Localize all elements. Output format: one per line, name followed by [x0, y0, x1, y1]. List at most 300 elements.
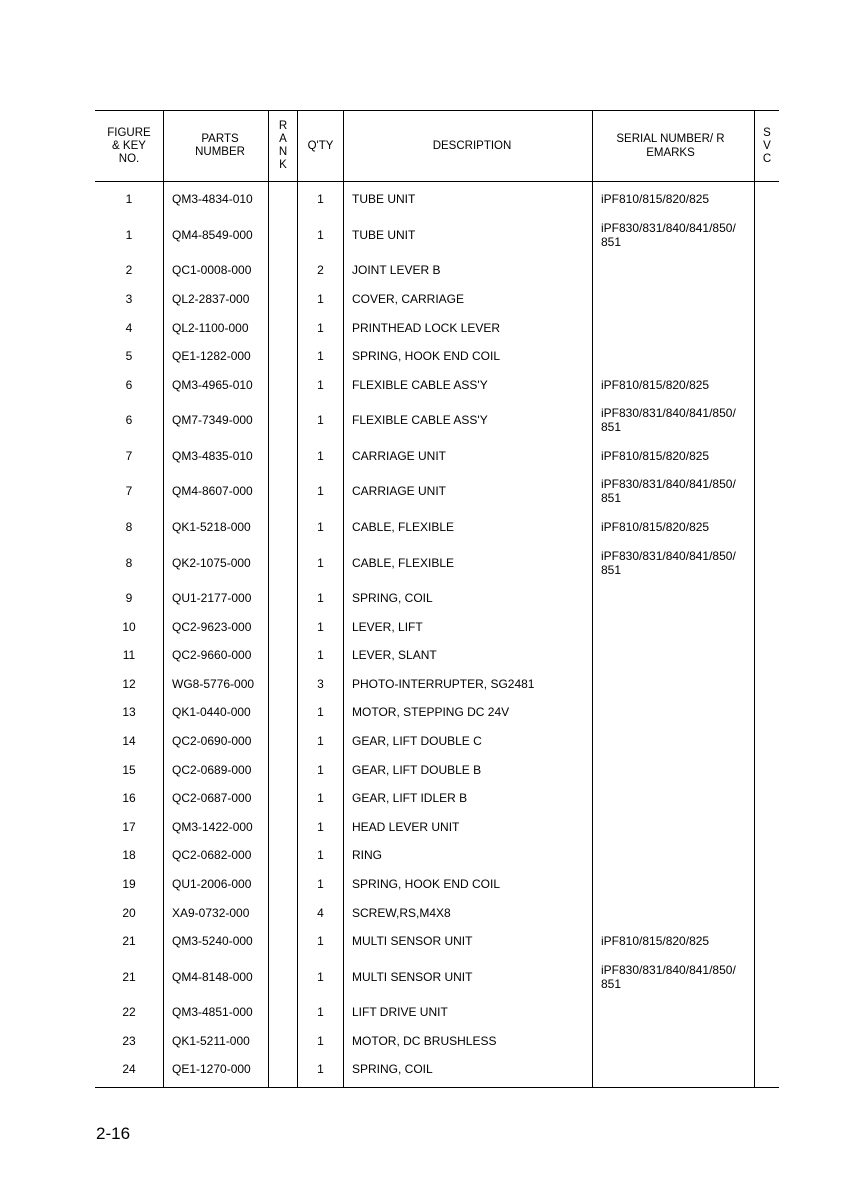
serial-remarks-cell-text: iPF810/815/820/825	[601, 448, 710, 463]
figure-key-cell	[95, 1055, 164, 1087]
serial-remarks-cell	[593, 470, 755, 513]
table-row	[95, 698, 779, 727]
qty-cell	[298, 182, 344, 214]
header-parts-number-label: PARTS NUMBER	[195, 133, 245, 158]
figure-key-cell-text: 16	[122, 791, 136, 806]
qty-cell-text: 1	[317, 413, 324, 428]
table-row	[95, 641, 779, 670]
rank-cell	[269, 927, 298, 956]
serial-remarks-cell	[593, 313, 755, 342]
svc-cell	[755, 955, 780, 998]
rank-cell	[269, 470, 298, 513]
description-cell-text: SPRING, HOOK END COIL	[352, 349, 501, 364]
qty-cell	[298, 755, 344, 784]
qty-cell	[298, 541, 344, 584]
serial-remarks-cell	[593, 342, 755, 371]
parts-number-cell-text: QM4-8607-000	[172, 484, 253, 499]
table-row	[95, 399, 779, 442]
serial-remarks-cell	[593, 898, 755, 927]
svc-cell	[755, 641, 780, 670]
svc-cell	[755, 670, 780, 699]
svc-cell	[755, 898, 780, 927]
header-svc-label: S V C	[762, 126, 772, 165]
description-cell-text: CARRIAGE UNIT	[352, 484, 447, 499]
figure-key-cell-text: 9	[125, 591, 133, 606]
description-cell-text: RING	[352, 848, 382, 863]
description-cell	[344, 698, 593, 727]
qty-cell	[298, 998, 344, 1027]
rank-cell	[269, 285, 298, 314]
table-row	[95, 898, 779, 927]
parts-number-cell-text: WG8-5776-000	[172, 676, 255, 691]
rank-cell	[269, 813, 298, 842]
description-cell-text: COVER, CARRIAGE	[352, 291, 465, 306]
figure-key-cell	[95, 513, 164, 542]
description-cell	[344, 727, 593, 756]
qty-cell	[298, 670, 344, 699]
description-cell	[344, 313, 593, 342]
figure-key-cell-text: 8	[125, 555, 133, 570]
parts-number-cell-text: QC2-9623-000	[172, 619, 252, 634]
figure-key-cell-text: 17	[122, 819, 136, 834]
qty-cell	[298, 370, 344, 399]
svc-cell	[755, 342, 780, 371]
serial-remarks-cell	[593, 442, 755, 471]
qty-cell	[298, 399, 344, 442]
table-row	[95, 214, 779, 257]
description-cell	[344, 182, 593, 214]
rank-cell	[269, 541, 298, 584]
figure-key-cell	[95, 399, 164, 442]
parts-number-cell	[164, 641, 269, 670]
qty-cell	[298, 442, 344, 471]
table-row	[95, 285, 779, 314]
table-row	[95, 1055, 779, 1087]
parts-number-cell-text: QU1-2177-000	[172, 591, 252, 606]
svc-cell	[755, 998, 780, 1027]
description-cell-text: CARRIAGE UNIT	[352, 448, 447, 463]
parts-number-cell	[164, 399, 269, 442]
svc-cell	[755, 399, 780, 442]
qty-cell-text: 1	[317, 705, 324, 720]
qty-cell-text: 2	[317, 263, 324, 278]
figure-key-cell	[95, 342, 164, 371]
qty-cell-text: 1	[317, 969, 324, 984]
table-header	[95, 111, 779, 182]
description-cell-text: GEAR, LIFT DOUBLE B	[352, 762, 482, 777]
description-cell	[344, 442, 593, 471]
table-row	[95, 541, 779, 584]
parts-number-cell-text: QM3-1422-000	[172, 819, 253, 834]
parts-number-cell	[164, 1027, 269, 1056]
rank-cell	[269, 1055, 298, 1087]
description-cell-text: SPRING, COIL	[352, 591, 433, 606]
qty-cell-text: 1	[317, 734, 324, 749]
figure-key-cell-text: 8	[125, 519, 133, 534]
rank-cell	[269, 313, 298, 342]
rank-cell	[269, 784, 298, 813]
qty-cell-text: 1	[317, 791, 324, 806]
qty-cell-text: 1	[317, 876, 324, 891]
rank-cell	[269, 442, 298, 471]
figure-key-cell	[95, 813, 164, 842]
table-row	[95, 584, 779, 613]
table-row	[95, 841, 779, 870]
rank-cell	[269, 670, 298, 699]
description-cell	[344, 755, 593, 784]
figure-key-cell	[95, 612, 164, 641]
description-cell	[344, 342, 593, 371]
parts-number-cell-text: QM3-4834-010	[172, 192, 253, 207]
description-cell	[344, 584, 593, 613]
svc-cell	[755, 182, 780, 214]
description-cell-text: LIFT DRIVE UNIT	[352, 1005, 448, 1020]
qty-cell	[298, 612, 344, 641]
description-cell	[344, 513, 593, 542]
qty-cell-text: 1	[317, 519, 324, 534]
table-row	[95, 313, 779, 342]
qty-cell-text: 1	[317, 349, 324, 364]
qty-cell	[298, 813, 344, 842]
header-description-label: DESCRIPTION	[432, 139, 512, 152]
parts-number-cell-text: QM3-5240-000	[172, 934, 253, 949]
figure-key-cell	[95, 870, 164, 899]
description-cell	[344, 670, 593, 699]
description-cell-text: CABLE, FLEXIBLE	[352, 519, 455, 534]
table-row	[95, 370, 779, 399]
qty-cell-text: 4	[317, 905, 324, 920]
serial-remarks-cell-text: iPF830/831/840/841/850/851	[601, 406, 736, 435]
serial-remarks-cell-text: iPF830/831/840/841/850/851	[601, 477, 736, 506]
figure-key-cell-text: 11	[122, 648, 136, 663]
parts-number-cell-text: QC1-0008-000	[172, 263, 252, 278]
qty-cell	[298, 342, 344, 371]
parts-number-cell	[164, 442, 269, 471]
figure-key-cell	[95, 285, 164, 314]
serial-remarks-cell-text: iPF810/815/820/825	[601, 519, 710, 534]
serial-remarks-cell-text: iPF810/815/820/825	[601, 377, 710, 392]
qty-cell-text: 1	[317, 448, 324, 463]
figure-key-cell-text: 18	[122, 848, 136, 863]
figure-key-cell-text: 1	[125, 192, 133, 207]
qty-cell	[298, 641, 344, 670]
svc-cell	[755, 841, 780, 870]
figure-key-cell	[95, 182, 164, 214]
description-cell	[344, 370, 593, 399]
qty-cell	[298, 784, 344, 813]
table-row	[95, 784, 779, 813]
serial-remarks-cell	[593, 513, 755, 542]
svc-cell	[755, 541, 780, 584]
qty-cell-text: 1	[317, 1005, 324, 1020]
description-cell	[344, 541, 593, 584]
header-row	[95, 111, 779, 182]
parts-number-cell-text: QE1-1282-000	[172, 349, 251, 364]
table-row	[95, 182, 779, 214]
header-rank-label: R A N K	[278, 120, 288, 171]
parts-number-cell	[164, 370, 269, 399]
table-row	[95, 513, 779, 542]
description-cell-text: MULTI SENSOR UNIT	[352, 969, 473, 984]
description-cell-text: MOTOR, DC BRUSHLESS	[352, 1033, 497, 1048]
svc-cell	[755, 612, 780, 641]
qty-cell-text: 1	[317, 848, 324, 863]
qty-cell	[298, 1027, 344, 1056]
svc-cell	[755, 584, 780, 613]
serial-remarks-cell	[593, 870, 755, 899]
parts-number-cell	[164, 841, 269, 870]
rank-cell	[269, 898, 298, 927]
table-row	[95, 1027, 779, 1056]
svc-cell	[755, 214, 780, 257]
serial-remarks-cell	[593, 813, 755, 842]
rank-cell	[269, 841, 298, 870]
serial-remarks-cell	[593, 727, 755, 756]
parts-number-cell	[164, 313, 269, 342]
serial-remarks-cell	[593, 955, 755, 998]
qty-cell	[298, 470, 344, 513]
serial-remarks-cell	[593, 214, 755, 257]
figure-key-cell-text: 19	[122, 876, 136, 891]
description-cell-text: SPRING, HOOK END COIL	[352, 876, 501, 891]
parts-number-cell-text: QM4-8148-000	[172, 969, 253, 984]
parts-number-cell	[164, 513, 269, 542]
parts-number-cell-text: QU1-2006-000	[172, 876, 252, 891]
qty-cell	[298, 727, 344, 756]
parts-number-cell	[164, 898, 269, 927]
description-cell-text: GEAR, LIFT DOUBLE C	[352, 734, 482, 749]
description-cell	[344, 998, 593, 1027]
qty-cell-text: 3	[317, 676, 324, 691]
serial-remarks-cell	[593, 698, 755, 727]
description-cell-text: JOINT LEVER B	[352, 263, 441, 278]
parts-number-cell-text: QK2-1075-000	[172, 555, 251, 570]
qty-cell-text: 1	[317, 1062, 324, 1077]
description-cell	[344, 1055, 593, 1087]
parts-number-cell	[164, 285, 269, 314]
parts-number-cell-text: QL2-1100-000	[172, 320, 249, 335]
figure-key-cell-text: 13	[122, 705, 136, 720]
figure-key-cell	[95, 841, 164, 870]
description-cell-text: MOTOR, STEPPING DC 24V	[352, 705, 510, 720]
qty-cell-text: 1	[317, 555, 324, 570]
figure-key-cell	[95, 641, 164, 670]
description-cell	[344, 927, 593, 956]
parts-number-cell	[164, 612, 269, 641]
qty-cell-text: 1	[317, 619, 324, 634]
qty-cell-text: 1	[317, 591, 324, 606]
parts-number-cell-text: QK1-5211-000	[172, 1033, 250, 1048]
serial-remarks-cell	[593, 285, 755, 314]
rank-cell	[269, 998, 298, 1027]
qty-cell	[298, 927, 344, 956]
figure-key-cell-text: 12	[122, 676, 136, 691]
qty-cell	[298, 898, 344, 927]
figure-key-cell	[95, 898, 164, 927]
description-cell	[344, 898, 593, 927]
serial-remarks-cell	[593, 541, 755, 584]
description-cell-text: PHOTO-INTERRUPTER, SG2481	[352, 676, 535, 691]
table-row	[95, 870, 779, 899]
parts-number-cell-text: QC2-0687-000	[172, 791, 252, 806]
figure-key-cell-text: 20	[122, 905, 136, 920]
figure-key-cell-text: 7	[125, 448, 133, 463]
rank-cell	[269, 256, 298, 285]
rank-cell	[269, 399, 298, 442]
parts-number-cell-text: QC2-9660-000	[172, 648, 252, 663]
parts-number-cell	[164, 182, 269, 214]
figure-key-cell-text: 14	[122, 734, 136, 749]
description-cell-text: FLEXIBLE CABLE ASS'Y	[352, 377, 488, 392]
description-cell	[344, 612, 593, 641]
qty-cell	[298, 256, 344, 285]
parts-number-cell	[164, 727, 269, 756]
figure-key-cell-text: 7	[125, 484, 133, 499]
rank-cell	[269, 214, 298, 257]
parts-number-cell	[164, 755, 269, 784]
serial-remarks-cell-text: iPF830/831/840/841/850/851	[601, 220, 736, 249]
parts-number-cell	[164, 813, 269, 842]
parts-number-cell	[164, 342, 269, 371]
figure-key-cell-text: 21	[122, 934, 136, 949]
serial-remarks-cell	[593, 584, 755, 613]
figure-key-cell	[95, 727, 164, 756]
table-row	[95, 727, 779, 756]
description-cell-text: TUBE UNIT	[352, 227, 416, 242]
serial-remarks-cell	[593, 998, 755, 1027]
description-cell	[344, 870, 593, 899]
figure-key-cell	[95, 214, 164, 257]
qty-cell	[298, 870, 344, 899]
description-cell-text: MULTI SENSOR UNIT	[352, 934, 473, 949]
table-row	[95, 256, 779, 285]
description-cell	[344, 285, 593, 314]
rank-cell	[269, 612, 298, 641]
table-row	[95, 670, 779, 699]
parts-number-cell	[164, 541, 269, 584]
description-cell	[344, 256, 593, 285]
svc-cell	[755, 370, 780, 399]
figure-key-cell-text: 24	[122, 1062, 136, 1077]
header-parts-number	[164, 111, 269, 182]
svc-cell	[755, 256, 780, 285]
serial-remarks-cell	[593, 927, 755, 956]
figure-key-cell	[95, 470, 164, 513]
figure-key-cell-text: 2	[125, 263, 133, 278]
serial-remarks-cell	[593, 370, 755, 399]
figure-key-cell	[95, 670, 164, 699]
parts-list-table	[95, 110, 779, 1088]
figure-key-cell-text: 5	[125, 349, 133, 364]
description-cell-text: SPRING, COIL	[352, 1062, 433, 1077]
description-cell-text: GEAR, LIFT IDLER B	[352, 791, 468, 806]
serial-remarks-cell-text: iPF830/831/840/841/850/851	[601, 962, 736, 991]
qty-cell-text: 1	[317, 819, 324, 834]
qty-cell-text: 1	[317, 934, 324, 949]
description-cell-text: PRINTHEAD LOCK LEVER	[352, 320, 501, 335]
serial-remarks-cell	[593, 755, 755, 784]
qty-cell-text: 1	[317, 484, 324, 499]
serial-remarks-cell	[593, 399, 755, 442]
qty-cell-text: 1	[317, 1033, 324, 1048]
rank-cell	[269, 513, 298, 542]
serial-remarks-cell-text: iPF810/815/820/825	[601, 192, 710, 207]
parts-number-cell-text: QM3-4965-010	[172, 377, 253, 392]
parts-number-cell	[164, 214, 269, 257]
svc-cell	[755, 513, 780, 542]
table-row	[95, 612, 779, 641]
table-body	[95, 182, 779, 1088]
figure-key-cell-text: 10	[122, 619, 136, 634]
parts-number-cell	[164, 998, 269, 1027]
svc-cell	[755, 927, 780, 956]
figure-key-cell-text: 22	[122, 1005, 136, 1020]
serial-remarks-cell	[593, 1055, 755, 1087]
figure-key-cell	[95, 370, 164, 399]
description-cell-text: TUBE UNIT	[352, 192, 416, 207]
table-row	[95, 342, 779, 371]
serial-remarks-cell	[593, 670, 755, 699]
table-row	[95, 927, 779, 956]
figure-key-cell-text: 15	[122, 762, 136, 777]
qty-cell	[298, 214, 344, 257]
table-row	[95, 813, 779, 842]
rank-cell	[269, 698, 298, 727]
parts-number-cell	[164, 670, 269, 699]
serial-remarks-cell	[593, 784, 755, 813]
description-cell	[344, 813, 593, 842]
figure-key-cell	[95, 784, 164, 813]
rank-cell	[269, 755, 298, 784]
parts-number-cell-text: QE1-1270-000	[172, 1062, 251, 1077]
page-number: 2-16	[96, 1124, 131, 1143]
figure-key-cell	[95, 927, 164, 956]
svc-cell	[755, 470, 780, 513]
svc-cell	[755, 755, 780, 784]
svc-cell	[755, 1027, 780, 1056]
header-serial-remarks	[593, 111, 755, 182]
serial-remarks-cell-text: iPF830/831/840/841/850/851	[601, 548, 736, 577]
qty-cell	[298, 1055, 344, 1087]
qty-cell	[298, 698, 344, 727]
figure-key-cell-text: 3	[125, 291, 133, 306]
figure-key-cell-text: 1	[125, 227, 133, 242]
parts-number-cell	[164, 927, 269, 956]
parts-number-cell-text: QK1-0440-000	[172, 705, 251, 720]
svc-cell	[755, 285, 780, 314]
rank-cell	[269, 370, 298, 399]
rank-cell	[269, 584, 298, 613]
svc-cell	[755, 442, 780, 471]
figure-key-cell-text: 23	[122, 1033, 136, 1048]
parts-number-cell-text: QC2-0689-000	[172, 762, 252, 777]
description-cell	[344, 214, 593, 257]
qty-cell-text: 1	[317, 377, 324, 392]
parts-number-cell-text: XA9-0732-000	[172, 905, 250, 920]
description-cell	[344, 955, 593, 998]
description-cell	[344, 399, 593, 442]
description-cell	[344, 784, 593, 813]
qty-cell-text: 1	[317, 227, 324, 242]
rank-cell	[269, 182, 298, 214]
qty-cell-text: 1	[317, 291, 324, 306]
header-figure-key	[95, 111, 164, 182]
serial-remarks-cell	[593, 612, 755, 641]
parts-number-cell	[164, 784, 269, 813]
svc-cell	[755, 870, 780, 899]
description-cell-text: LEVER, LIFT	[352, 619, 423, 634]
figure-key-cell	[95, 313, 164, 342]
